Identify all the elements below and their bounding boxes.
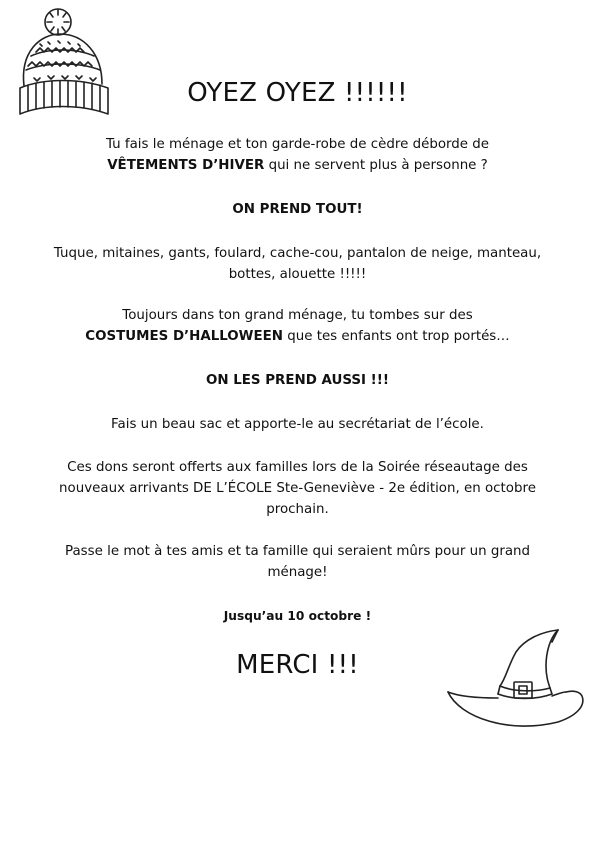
deadline-text: Jusqu’au 10 octobre ! bbox=[223, 609, 372, 623]
thanks-title: MERCI !!! bbox=[236, 650, 359, 680]
intro-text: Tu fais le ménage et ton garde-robe de cèdre déborde de bbox=[105, 137, 490, 152]
also-heading: ON LES PREND AUSSI !!! bbox=[206, 373, 389, 388]
intro-text-end: qui ne servent plus à personne ? bbox=[264, 158, 488, 173]
take-all-heading: ON PREND TOUT! bbox=[232, 202, 363, 217]
page-title: OYEZ OYEZ !!!!!! bbox=[187, 78, 408, 108]
halloween-emphasis: COSTUMES D’HALLOWEEN bbox=[85, 329, 283, 344]
share-paragraph: Passe le mot à tes amis et ta famille qui seraient mûrs pour un grand ménage! bbox=[64, 544, 531, 580]
instruction-paragraph: Fais un beau sac et apporte-le au secrétariat de l’école. bbox=[111, 417, 484, 432]
halloween-paragraph bbox=[50, 305, 545, 347]
witch-hat-icon bbox=[440, 622, 590, 738]
items-paragraph: Tuque, mitaines, gants, foulard, cache-cou, pantalon de neige, manteau, bottes, alouette !!!!! bbox=[53, 246, 542, 282]
donation-paragraph: Ces dons seront offerts aux familles lors de la Soirée réseautage des nouveaux arrivants DE L’ÉCOLE Ste-Geneviève - 2e édition, en octobre prochain. bbox=[59, 460, 536, 517]
halloween-text: Toujours dans ton grand ménage, tu tombes sur des bbox=[122, 308, 473, 323]
intro-paragraph bbox=[50, 134, 545, 176]
winter-toque-icon bbox=[14, 4, 114, 128]
winter-clothes-emphasis: VÊTEMENTS D’HIVER bbox=[107, 158, 265, 173]
halloween-text-end: que tes enfants ont trop portés… bbox=[282, 329, 510, 344]
